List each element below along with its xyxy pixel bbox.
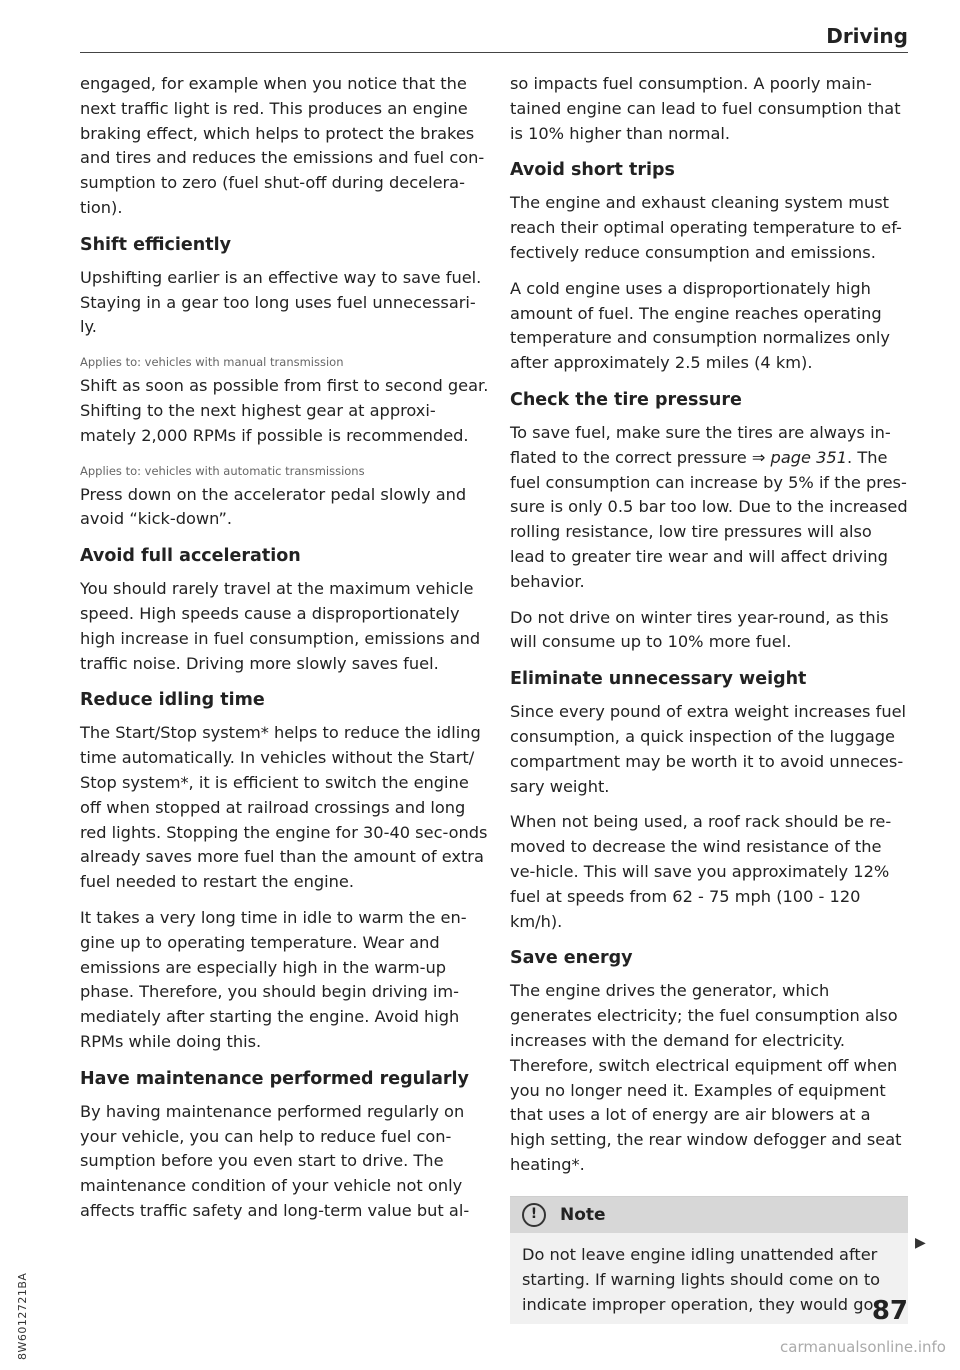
left-column	[80, 72, 490, 1235]
document-code-text: 8W6012721BA	[16, 1272, 29, 1360]
paragraph: Shift as soon as possible from first to second gear. Shifting to the next highest gear at approxi-mately 2,000 RPMs if possible is recommended.	[80, 376, 489, 445]
paragraph: The Start/Stop system* helps to reduce the idling time automatically. In vehicles without the Start/ Stop system*, it is efficient to switch the engine off when stopped at railroad crossings and long red lights. Stopping the engine for 30-40 sec-onds already saves more fuel than the amount of extra fuel needed to restart the engine.	[80, 723, 488, 892]
page-reference-link[interactable]: ⇒ page 351	[751, 447, 848, 467]
triangle-right-icon: ▶	[915, 1235, 926, 1251]
note-box	[510, 1196, 908, 1324]
heading-eliminate-weight: Eliminate unnecessary weight	[510, 669, 807, 690]
paragraph: The engine and exhaust cleaning system must reach their optimal operating temperature to ef-fectively reduce consumption and emissions.	[510, 193, 902, 262]
heading-maintenance: Have maintenance performed regularly	[80, 1068, 469, 1089]
note-text: Do not leave engine idling unattended after starting. If warning lights should come on to indicate improper operation, they would go	[522, 1245, 881, 1315]
document-code	[14, 1230, 34, 1370]
paragraph: It takes a very long time in idle to warm the en-gine up to operating temperature. Wear and emissions are especially high in the warm-up phase. Therefore, you should begin driving im-mediately after starting the engine. Avoid high RPMs while doing this.	[80, 907, 467, 1051]
watermark: carmanualsonline.info	[780, 1338, 946, 1356]
heading-check-tire-pressure: Check the tire pressure	[510, 389, 742, 410]
heading-shift-efficiently: Shift efficiently	[80, 234, 231, 255]
paragraph: A cold engine uses a disproportionately high amount of fuel. The engine reaches operating temperature and consumption normalizes only after approximately 2.5 miles (4 km).	[510, 278, 890, 373]
heading-avoid-full-acceleration: Avoid full acceleration	[80, 546, 301, 567]
text-span: . The fuel consumption can increase by 5% if the pres-sure is only 0.5 bar too low. Due to the increased rolling resistance, low tire pressures will also lead to greater tire wear and will affect driving behavior.	[510, 447, 908, 591]
paragraph: Since every pound of extra weight increases fuel consumption, a quick inspection of the luggage compartment may be worth it to avoid unneces-sary weight.	[510, 702, 907, 796]
heading-reduce-idling-time: Reduce idling time	[80, 690, 265, 711]
header-rule	[80, 52, 908, 53]
paragraph: Upshifting earlier is an effective way to save fuel. Staying in a gear too long uses fuel unnecessari-ly.	[80, 267, 482, 337]
note-body	[510, 1233, 908, 1323]
page-number: 87	[871, 1296, 908, 1326]
paragraph: The engine drives the generator, which generates electricity; the fuel consumption also increases with the demand for electricity. Therefore, switch electrical equipment off when you no longer need it. Examples of equipment that uses a lot of energy are air blowers at a high setting, the rear window defogger and seat heating*.	[510, 981, 902, 1174]
info-circle-icon: !	[522, 1203, 546, 1227]
applies-to-note: Applies to: vehicles with automatic transmissions	[80, 463, 365, 478]
paragraph: You should rarely travel at the maximum vehicle speed. High speeds cause a disproportionately high increase in fuel consumption, emissions and traffic noise. Driving more slowly saves fuel.	[80, 579, 481, 673]
note-title: Note	[560, 1204, 606, 1225]
heading-avoid-short-trips: Avoid short trips	[510, 160, 675, 181]
paragraph: engaged, for example when you notice that the next traffic light is red. This produces an engine braking effect, which helps to protect the brakes and tires and reduces the emissions and fuel con-sumption to zero (fuel shut-off during decelera-tion).	[80, 74, 485, 217]
right-column	[510, 72, 908, 1324]
paragraph: By having maintenance performed regularly on your vehicle, you can help to reduce fuel con-sumption before you even start to drive. The maintenance condition of your vehicle not only affects traffic safety and long-term value but al-	[80, 1101, 470, 1220]
text-span: To save fuel, make sure the tires are always in-flated to the correct pressure	[510, 422, 891, 467]
paragraph	[510, 421, 908, 595]
paragraph: Press down on the accelerator pedal slowly and avoid “kick-down”.	[80, 484, 467, 529]
paragraph: so impacts fuel consumption. A poorly main-tained engine can lead to fuel consumption that is 10% higher than normal.	[510, 74, 901, 143]
applies-to-note: Applies to: vehicles with manual transmission	[80, 355, 344, 370]
section-title: Driving	[826, 24, 908, 48]
heading-save-energy: Save energy	[510, 948, 633, 969]
paragraph: When not being used, a roof rack should be re-moved to decrease the wind resistance of the ve-hicle. This will save you approximately 12% fuel at speeds from 62 - 75 mph (100 - 120 km/h).	[510, 812, 892, 931]
paragraph: Do not drive on winter tires year-round, as this will consume up to 10% more fuel.	[510, 607, 889, 652]
note-header	[510, 1197, 908, 1234]
